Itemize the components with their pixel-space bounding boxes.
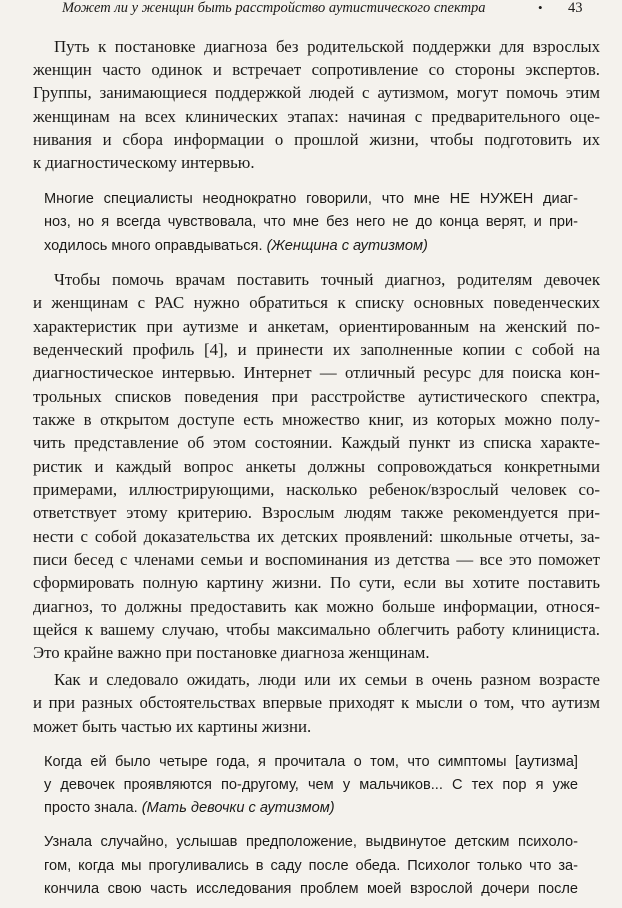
text-line: характеристик при аутизме и анкетам, ориентированным на женский по-	[33, 317, 600, 336]
text-line: Путь к постановке диагноза без родительской поддержки для взрослых	[54, 37, 600, 56]
quote-attribution: (Женщина с аутизмом)	[266, 238, 428, 254]
running-header	[40, 0, 610, 20]
text-line: нести с собой доказательства их детских проявлений: школьные отчеты, за-	[33, 527, 600, 546]
text-line: и при разных обстоятельствах впервые приходят к мысли о том, что аутизм	[33, 693, 600, 712]
quote-attribution: (Мать девочки с аутизмом)	[141, 800, 335, 816]
quote-text: просто знала.	[44, 800, 138, 816]
quote-line: гом, когда мы прогуливались в саду после обеда. Психолог только что за-	[44, 858, 578, 874]
text-line: Как и следовало ожидать, люди или их семьи в очень разном возрасте	[54, 670, 600, 689]
text-line: Группы, занимающиеся поддержкой людей с аутизмом, могут помочь этим	[33, 83, 600, 102]
quote-line: Узнала случайно, услышав предположение, выдвинутое детским психоло-	[44, 834, 578, 850]
quote-line	[44, 798, 335, 818]
text-line: трольных списков поведения при расстройстве аутистического спектра,	[33, 387, 600, 406]
quote-line	[44, 236, 428, 256]
quote-text: ходилось много оправдываться.	[44, 238, 263, 254]
text-line: женщинам на всех клинических этапах: начиная с предварительного оце-	[33, 107, 600, 126]
text-line: также в открытом доступе есть множество книг, из которых можно полу-	[33, 410, 600, 429]
header-separator: •	[538, 0, 543, 15]
text-line: женщин часто одинок и встречает сопротивление со стороны экспертов.	[33, 60, 600, 79]
text-line: Чтобы помочь врачам поставить точный диагноз, родителям девочек	[54, 270, 600, 289]
text-line: примерами, иллюстрирующими, насколько ребенок/взрослый человек со-	[33, 480, 600, 499]
quote-line: у девочек проявляются по-другому, чем у мальчиков... С тех пор я уже	[44, 777, 578, 793]
text-line: ответствует этому критерию. Взрослым людям также рекомендуется при-	[33, 503, 600, 522]
text-line: может быть частью их картины жизни.	[33, 717, 312, 736]
text-line: Это крайне важно при постановке диагноза женщинам.	[33, 643, 430, 662]
text-line: ристик и каждый вопрос анкеты должны сопровождаться конкретными	[33, 457, 600, 476]
text-line: диагноз, то должны предоставить как можно больше информации, относя-	[33, 597, 600, 616]
quote-line: Многие специалисты неоднократно говорили, что мне НЕ НУЖЕН диаг-	[44, 191, 578, 207]
running-title: Может ли у женщин быть расстройство аутистического спектра	[62, 0, 486, 16]
text-line: к диагностическому интервью.	[33, 153, 255, 172]
quote-line: ноз, но я всегда чувствовала, что мне без него не до конца верят, и при-	[44, 214, 578, 230]
text-line: и женщинам с РАС нужно обратиться к списку основных поведенческих	[33, 293, 600, 312]
quote-line: Когда ей было четыре года, я прочитала о том, что симптомы [аутизма]	[44, 754, 578, 770]
text-line: веденческий профиль [4], и принести их заполненные копии с собой на	[33, 340, 600, 359]
text-line: диагностическое интервью. Интернет — отличный ресурс для поиска кон-	[33, 363, 600, 382]
text-line: писи бесед с членами семьи и воспоминания из детства — все это поможет	[33, 550, 600, 569]
text-line: нивания и сбора информации о прошлой жизни, чтобы подготовить их	[33, 130, 600, 149]
text-line: сформировать полную картину жизни. По сути, если вы хотите поставить	[33, 573, 600, 592]
page-number: 43	[568, 0, 583, 16]
text-line: чить представление об этом состоянии. Каждый пункт из списка характе-	[33, 433, 600, 452]
quote-line: кончила свою часть исследования проблем моей взрослой дочери после	[44, 881, 578, 897]
text-line: щейся к вашему случаю, чтобы максимально облегчить работу клинициста.	[33, 620, 600, 639]
